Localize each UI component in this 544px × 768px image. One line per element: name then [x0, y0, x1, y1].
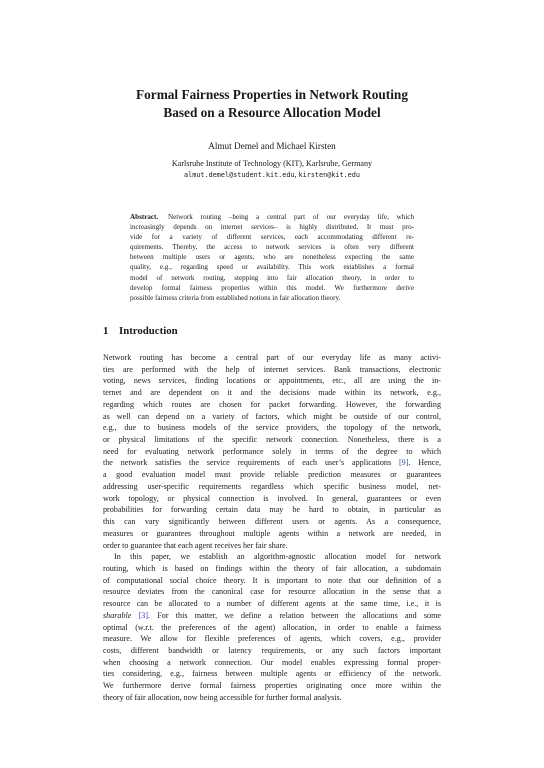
abstract-line: Abstract. Network routing –being a central part of our everyday life, which [130, 213, 414, 221]
body-line: a good evaluation model must provide reliable prediction measures or guarantees [103, 470, 441, 480]
body-line: We furthermore derive formal fairness properties originating once more within the [103, 681, 441, 691]
abstract-line: quirements. Thereby, the access to network services is often very different [130, 243, 414, 252]
section-body [103, 352, 441, 704]
body-line: this can vary significantly between different users or agents. As a consequence, [103, 517, 441, 527]
body-line: as well can depend on a variety of factors, which might be outside of our control, [103, 411, 441, 421]
body-line: theory of fair allocation, now being accessible for further formal analysis. [103, 692, 342, 702]
body-line: ties considering, e.g., fairness between multiple agents or efficiency of the network. [103, 669, 441, 679]
body-line: of computational social choice theory. It is important to note that our definition of a [103, 575, 441, 585]
author-list: Almut Demel and Michael Kirsten [208, 141, 336, 151]
body-line: probabilities for forwarding certain data may be hard to obtain, in particular as [103, 505, 441, 515]
body-line: or physical limitations of the specific network connection. Nonetheless, there is a [103, 435, 441, 445]
email-kirsten: kirsten@kit.edu [298, 171, 360, 179]
abstract-line: model of network routing, stepping into fair allocation theory, in order to [130, 273, 414, 282]
body-line: voting, news services, finding locations or appointments, etc., all are using the in- [103, 376, 441, 386]
abstract-label: Abstract. [130, 213, 159, 221]
affiliation: Karlsruhe Institute of Technology (KIT), Karlsruhe, Germany [171, 159, 373, 168]
body-line: Network routing has become a central part of our everyday life as many activi- [103, 353, 441, 362]
author-emails [60, 170, 484, 180]
abstract-line: possible fairness criteria from established notions in fair allocation theory. [130, 293, 341, 302]
abstract-line: quality, e.g., regarding speed or availability. This work establishes a formal [130, 263, 414, 272]
body-line: need for evaluating network performance solely in terms of the degree to which [103, 446, 441, 456]
body-line: routing, which is based on findings within the theory of fair allocation, a subdomain [103, 563, 441, 573]
citation-link[interactable]: [3] [138, 610, 149, 620]
body-line: order to guarantee that each agent receives her fair share. [103, 540, 288, 550]
section-number: 1 [103, 325, 109, 337]
abstract-line: increasingly depends on internet services– is highly distributed. It must pro- [130, 223, 414, 232]
body-line: measure. We allow for flexible preferences of agents, which covers, e.g., provider [103, 634, 441, 644]
body-line: when choosing a network connection. Our model enables expressing formal proper- [103, 657, 441, 667]
emphasis-term: sharable [103, 610, 132, 620]
body-line: ternet and are dependent on it and the decisions made within its network, e.g., [103, 388, 441, 398]
body-line: e.g., due to business models of the service providers, the topology of the network, [103, 423, 441, 433]
body-line: resource can be allocated to a number of different agents at the same time, i.e., it is [103, 599, 441, 609]
email-separator: , [294, 170, 299, 179]
body-line: costs, different bandwidth or latency requirements, or any such factors important [103, 645, 441, 655]
title-line-1: Formal Fairness Properties in Network Routing [136, 87, 408, 102]
abstract-line: between multiple users or agents, who are nonetheless expecting the same [130, 253, 414, 262]
body-line: In this paper, we establish an algorithm-agnostic allocation model for network [114, 552, 441, 562]
section-heading [103, 324, 178, 338]
title-line-2: Based on a Resource Allocation Model [163, 105, 381, 120]
citation-link[interactable]: [9] [398, 458, 409, 468]
body-line: sharable [3]. For this matter, we define a relation between the allocations and some [103, 610, 441, 620]
email-demel: almut.demel@student.kit.edu [184, 171, 295, 179]
section-title: Introduction [119, 325, 178, 337]
body-line: addressing user-specific requirements regardless which specific business model, net- [103, 481, 441, 491]
body-line: ties are performed with the help of internet services. Bank transactions, electronic [103, 364, 441, 374]
abstract [130, 212, 414, 303]
body-line: resource deviates from the canonical case for resource allocation in the sense that a [103, 587, 441, 597]
body-line: measures or guarantees throughout multiple agents within a network are needed, in [103, 528, 441, 538]
body-line: work topology, or physical connection is involved. In general, guarantees or even [103, 493, 441, 503]
body-line: the network satisfies the service requirements of each user’s applications [9]. Hence, [103, 458, 441, 468]
body-line: regarding which routes are chosen for packet forwarding. However, the forwarding [103, 399, 441, 409]
paper-title [60, 86, 484, 122]
body-line: optimal (w.r.t. the preferences of the agent) allocation, in order to enable a fairness [103, 622, 441, 632]
abstract-line: vide for a variety of different services, each accommodating different re- [130, 233, 414, 242]
abstract-line: develop formal fairness properties within this model. We furthermore derive [130, 283, 414, 292]
